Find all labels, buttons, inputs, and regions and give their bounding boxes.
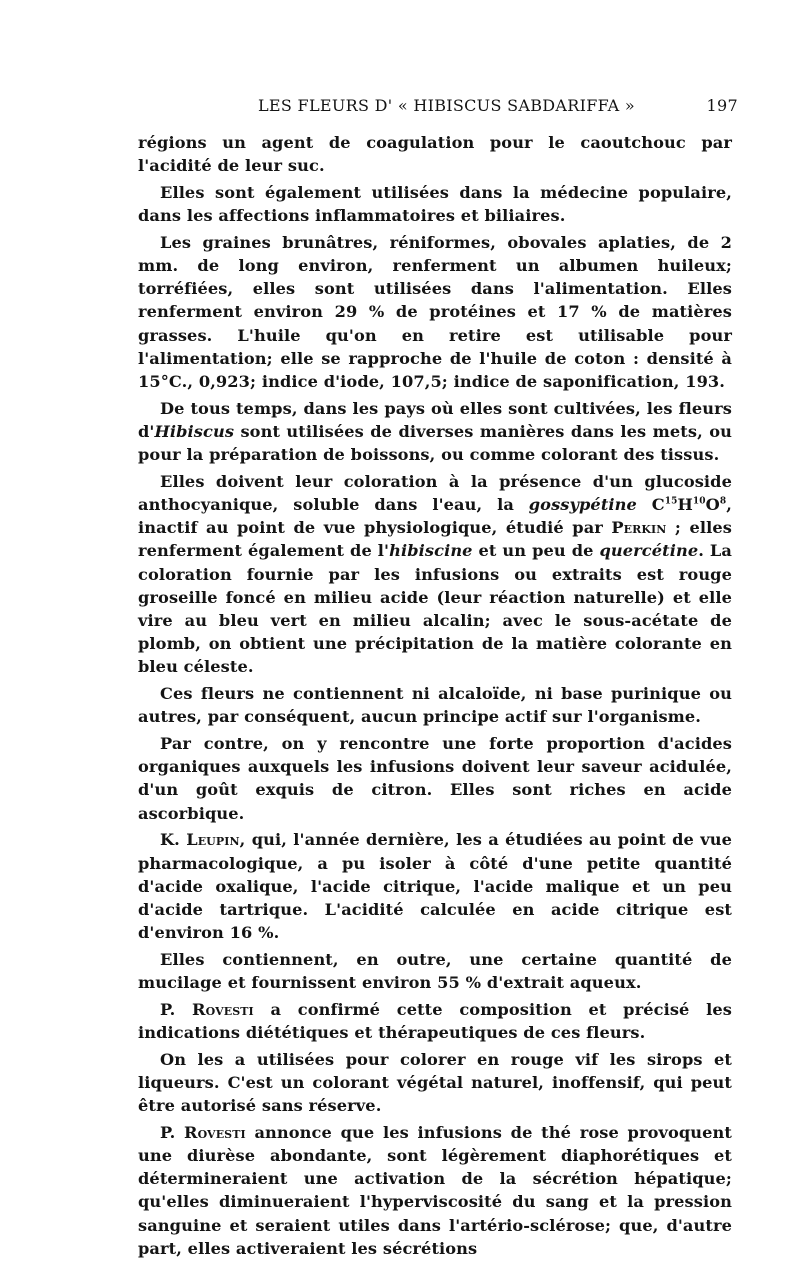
paragraph-8: K. Leupin, qui, l'année dernière, les a étudiées au point de vue pharmacologique, a pu isoler à côté d'une petite quantité d'acide oxalique, l'acide citrique, l'acide malique et un peu d'acide tartrique. L'acidité calculée en acide citrique est d'environ 16 %.	[138, 830, 732, 943]
gossypetine-term: gossypétine	[528, 495, 637, 515]
author-rovesti: Rovesti	[184, 1122, 246, 1142]
hibiscine-term: hibiscine	[389, 541, 473, 561]
paragraph-9: Elles contiennent, en outre, une certaine quantité de mucilage et fournissent environ 55 % d'extrait aqueux.	[138, 949, 732, 993]
hibiscus-term: Hibiscus	[154, 421, 235, 441]
paragraph-6: Ces fleurs ne contiennent ni alcaloïde, ni base purinique ou autres, par conséquent, aucun principe actif sur l'organisme.	[138, 684, 732, 727]
paragraph-5: Elles doivent leur coloration à la présence d'un glucoside anthocyanique, soluble dans l'eau, la gossypétine $C^{15}H^{10}O^8$, inactif au point de vue physiologique, étudié par Perkin ; elles renferment également de l'hibiscine et un peu de quercétine. La coloration fournie par les infusions ou extraits est rouge groseille foncé en milieu acide (leur réaction naturelle) et elle vire au bleu vert en milieu alcalin; avec le sous-acétate de plomb, on obtient une précipitation de la matière colorante en bleu céleste.	[138, 471, 732, 677]
paragraph-7: Par contre, on y rencontre une forte proportion d'acides organiques auxquels les infusions doivent leur saveur acidulée, d'un goût exquis de citron. Elles sont riches en acide ascorbique.	[138, 734, 732, 823]
paragraph-12: P. Rovesti annonce que les infusions de thé rose provoquent une diurèse abondante, sont légèrement diaphorétiques et détermineraient une activation de la sécrétion hépatique; qu'elles diminueraient l'hyperviscosité du sang et la pression sanguine et seraient utiles dans l'artério-sclérose; que, d'autre part, elles activeraient les sécrétions	[138, 1122, 733, 1258]
paragraph-4: De tous temps, dans les pays où elles sont cultivées, les fleurs d'Hibiscus sont utilisées de diverses manières dans les mets, ou pour la préparation de boissons, ou comme colorant des tissus.	[138, 398, 732, 465]
chemical-formula: $C^{15}H^{10}O^8$	[636, 495, 727, 515]
paragraph-10: P. Rovesti a confirmé cette composition et précisé les indications diététiques et thérapeutiques de ces fleurs.	[138, 999, 732, 1043]
body-text	[138, 131, 732, 1264]
paragraph-1: régions un agent de coagulation pour le caoutchouc par l'acidité de leur suc.	[138, 133, 732, 176]
page-number: 197	[706, 96, 738, 115]
author-rovesti: Rovesti	[192, 999, 254, 1019]
author-leupin: Leupin	[186, 830, 240, 850]
quercetine-term: quercétine	[599, 541, 699, 561]
author-perkin: Perkin	[611, 518, 667, 538]
running-title: LES FLEURS D' « HIBISCUS SABDARIFFA »	[258, 96, 635, 115]
paragraph-11: On les a utilisées pour colorer en rouge vif les sirops et liqueurs. C'est un colorant végétal naturel, inoffensif, qui peut être autorisé sans réserve.	[138, 1049, 732, 1116]
paragraph-3: Les graines brunâtres, réniformes, obovales aplaties, de 2 mm. de long environ, renferment un albumen huileux; torréfiées, elles sont utilisées dans l'alimentation. Elles renferment environ 29 % de protéines et 17 % de matières grasses. L'huile qu'on en retire est utilisable pour l'alimentation; elle se rapproche de l'huile de coton : densité à 15°C., 0,923; indice d'iode, 107,5; indice de saponification, 193.	[138, 232, 732, 392]
paragraph-2: Elles sont également utilisées dans la médecine populaire, dans les affections inflammatoires et biliaires.	[138, 182, 732, 226]
